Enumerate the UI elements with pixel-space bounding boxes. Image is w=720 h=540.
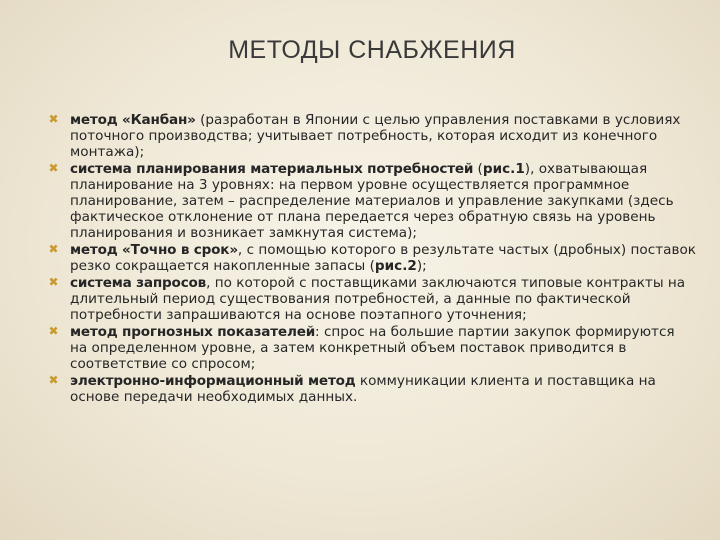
x-bullet-icon: ✖ (48, 373, 59, 387)
methods-list (48, 112, 696, 406)
item-text-before: , с помощью которого в результате частых (дробных) поставок резко сокращается накопленные запасы ( (70, 242, 696, 274)
list-item (48, 373, 696, 405)
item-term: система запросов (70, 275, 207, 291)
list-item (48, 161, 696, 241)
x-bullet-icon: ✖ (48, 324, 59, 338)
x-bullet-icon: ✖ (48, 112, 59, 126)
list-item (48, 275, 696, 323)
item-text: ); (416, 258, 427, 274)
item-text: ), охватывающая планирование на 3 уровнях: на первом уровне осуществляется программное планирование, затем – распределение материалов и управление закупками (здесь фактическое отклонение от плана передается через обратную связь на уровень планирования и возникает замкнутая система); (70, 161, 674, 241)
item-term: метод «Канбан» (70, 112, 196, 128)
item-text: , по которой с поставщиками заключаются типовые контракты на длительный период существования потребностей, а данные по фактической потребности запрашиваются на основе поэтапного уточнения; (70, 275, 686, 323)
item-text: (разработан в Японии с целью управления поставками в условиях поточного производства; учитывает потребность, которая исходит из конечного монтажа); (70, 112, 681, 160)
item-text: : спрос на большие партии закупок формируются на определенном уровне, а затем конкретный объем поставок приводится в соответствие со спросом; (70, 324, 675, 372)
item-term: система планирования материальных потребностей (70, 161, 474, 177)
x-bullet-icon: ✖ (48, 161, 59, 175)
x-bullet-icon: ✖ (48, 242, 59, 256)
list-item (48, 112, 696, 160)
item-term: метод «Точно в срок» (70, 242, 238, 258)
list-item (48, 324, 696, 372)
figure-ref: рис.2 (374, 258, 417, 274)
figure-ref: рис.1 (482, 161, 525, 177)
item-term: электронно-информационный метод (70, 373, 356, 389)
x-bullet-icon: ✖ (48, 275, 59, 289)
item-text: коммуникации клиента и поставщика на основе передачи необходимых данных. (70, 373, 656, 405)
page-title: МЕТОДЫ СНАБЖЕНИЯ (228, 36, 516, 64)
item-term: метод прогнозных показателей (70, 324, 316, 340)
list-item (48, 242, 696, 274)
item-text-before: ( (473, 161, 483, 177)
